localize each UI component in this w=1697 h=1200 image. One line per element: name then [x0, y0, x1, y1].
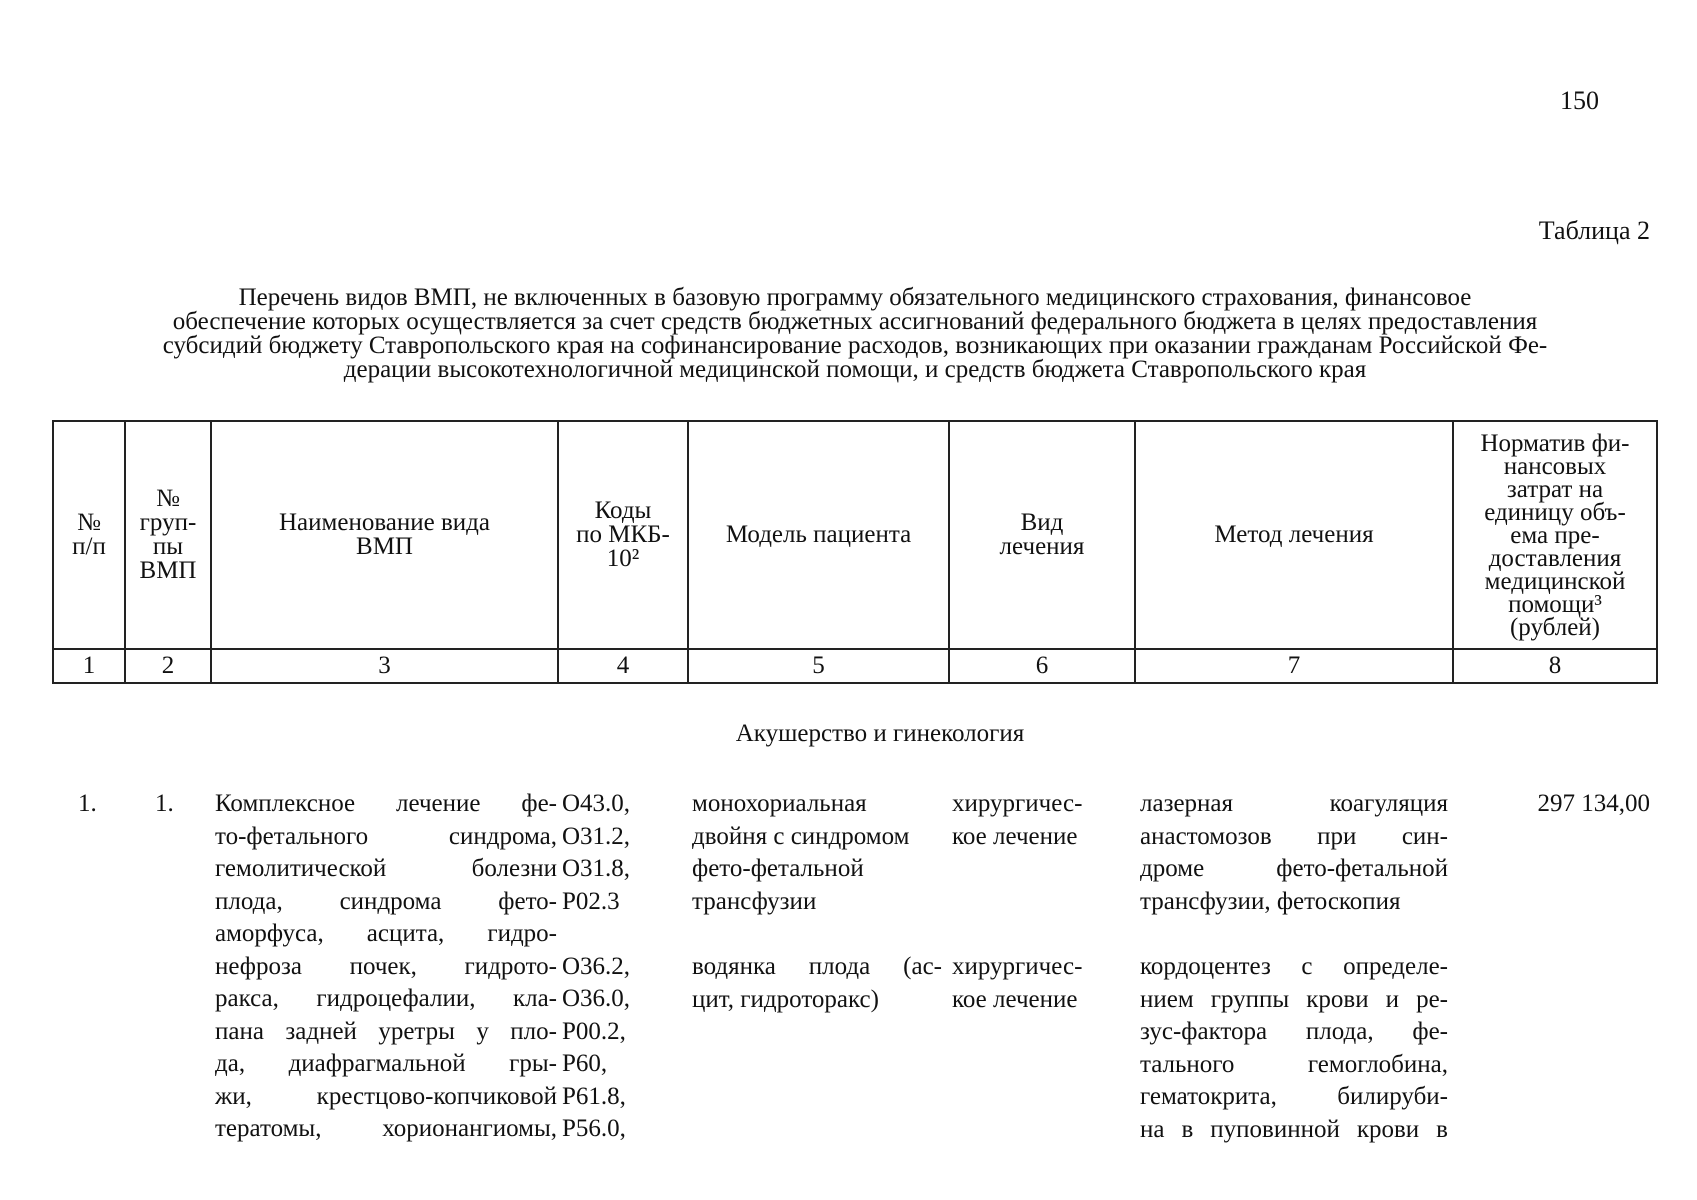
- vmp-name-cell: Комплексное лечение фе- то-фетального синдрома, гемолитической болезни плода, синдрома фето- аморфуса, асцита, гидро- нефроза почек, гидрото- ракса, гидроцефалии, кла- пана задней уретры у пло- да, диафрагмальной гры- жи, крестцово-копчиковой тератомы, хорионангиомы,: [215, 790, 557, 1142]
- title-line: дерации высокотехнологичной медицинской помощи, и средств бюджета Ставропольского края: [343, 356, 1367, 383]
- column-number: 4: [558, 649, 688, 683]
- column-number: 3: [211, 649, 558, 683]
- row-number: 1.: [78, 790, 97, 817]
- document-title: [50, 286, 1660, 382]
- column-number: 5: [688, 649, 949, 683]
- column-number: 2: [125, 649, 211, 683]
- treatment-method-cell: кордоцентез с определе- нием группы крови и ре- зус-фактора плода, фе- тального гемоглобина, гематокрита, билируби- на в пуповинной крови в: [1140, 953, 1448, 1143]
- title-line: субсидий бюджету Ставропольского края на софинансирование расходов, возникающих при оказании гражданам Российской Фе-: [162, 332, 1548, 359]
- table-label: Таблица 2: [1538, 216, 1650, 245]
- header-icd-codes: Коды по МКБ- 10²: [558, 421, 688, 649]
- treatment-method-cell: лазерная коагуляция анастомозов при син- дроме фето-фетальной трансфузии, фетоскопия: [1140, 790, 1448, 915]
- group-number: 1.: [155, 790, 174, 817]
- page-number: 150: [1560, 86, 1599, 115]
- icd-codes-cell: O43.0, O31.2, O31.8, P02.3 O36.2, O36.0, P00.2, P60, P61.8, P56.0,: [562, 790, 631, 1142]
- header-patient-model: Модель пациента: [688, 421, 949, 649]
- patient-model-cell: монохориальная двойня с синдромом фето-фетальной трансфузии: [692, 790, 910, 915]
- column-number: 7: [1135, 649, 1453, 683]
- title-line: Перечень видов ВМП, не включенных в базовую программу обязательного медицинского страхования, финансовое: [238, 284, 1472, 311]
- treatment-kind-cell: хирургичес- кое лечение: [952, 790, 1083, 850]
- column-number: 1: [53, 649, 125, 683]
- header-vmp-name: Наименование вида ВМП: [211, 421, 558, 649]
- header-group-number: № груп- пы ВМП: [125, 421, 211, 649]
- column-number: 8: [1453, 649, 1657, 683]
- section-title: Акушерство и гинекология: [735, 720, 1025, 747]
- column-number: 6: [949, 649, 1135, 683]
- header-treatment-method: Метод лечения: [1135, 421, 1453, 649]
- patient-model-cell: водянка плода (ас- цит, гидроторакс): [692, 953, 942, 1013]
- cost-norm-value: 297 134,00: [1537, 790, 1650, 817]
- header-cost-norm: Норматив фи- нансовых затрат на единицу объ- ема пре- доставления медицинской помощи³ (рублей): [1453, 421, 1657, 649]
- treatment-kind-cell: хирургичес- кое лечение: [952, 953, 1083, 1013]
- header-treatment-kind: Вид лечения: [949, 421, 1135, 649]
- table-header: [52, 420, 1658, 684]
- title-line: обеспечение которых осуществляется за счет средств бюджетных ассигнований федерального бюджета в целях предоставления: [172, 308, 1538, 335]
- header-row-number: № п/п: [53, 421, 125, 649]
